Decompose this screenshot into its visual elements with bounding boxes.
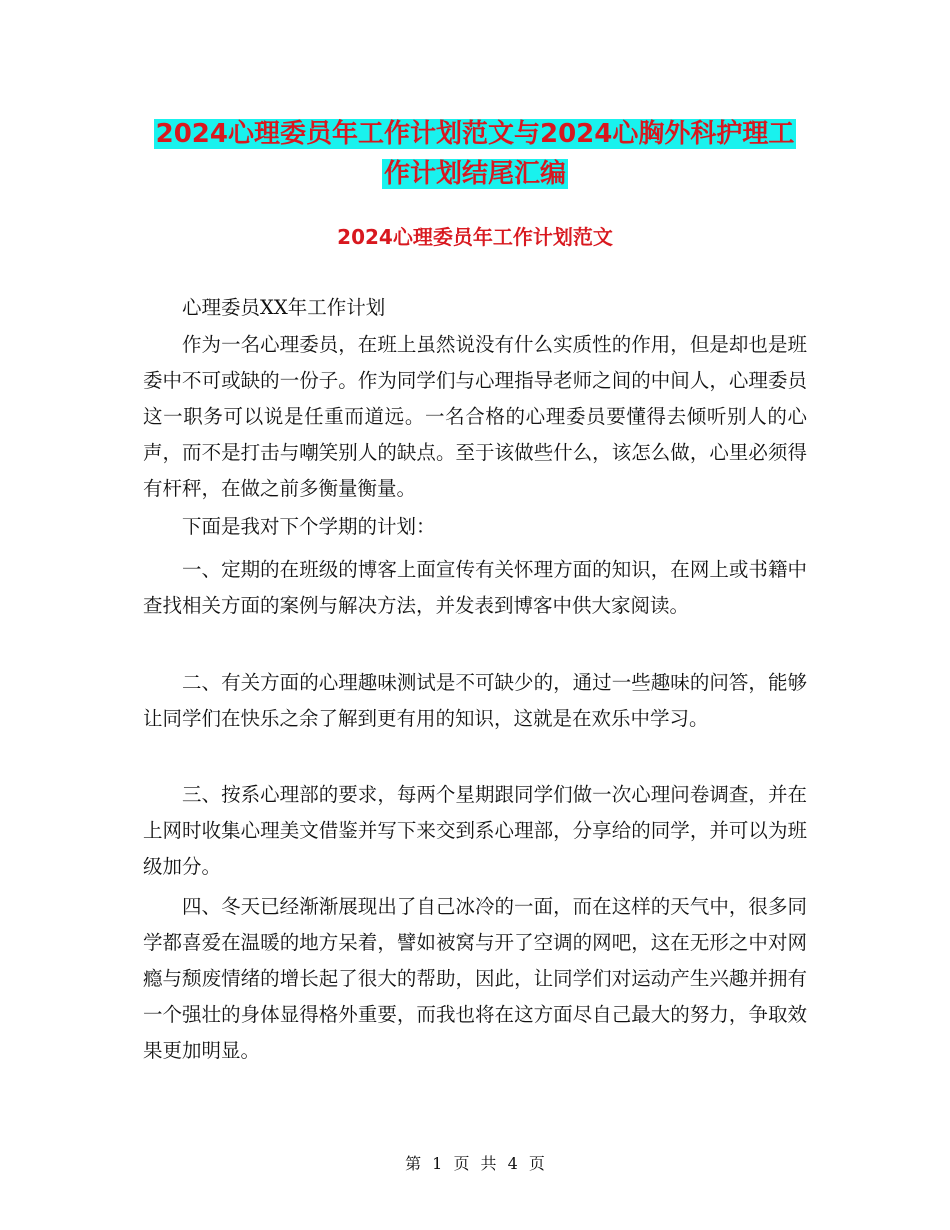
page-number-footer: 第 1 页 共 4 页 — [405, 1154, 545, 1173]
title-line-2-text: 作计划结尾汇编 — [383, 159, 566, 189]
title-line-1-text: 2024心理委员年工作计划范文与2024心胸外科护理工 — [155, 119, 795, 149]
sub-heading: 心理委员XX年工作计划 — [182, 296, 386, 319]
document-title-line-1 — [0, 112, 950, 156]
paragraph-intro: 作为一名心理委员，在班上虽然说没有什么实质性的作用，但是却也是班委中不可或缺的一份子。作为同学们与心理指导老师之间的中间人，心理委员这一职务可以说是任重而道远。一名合格的心理委员要懂得去倾听别人的心声，而不是打击与嘲笑别人的缺点。至于该做些什么，该怎么做，心里必须得有杆秤，在做之前多衡量衡量。 — [143, 333, 807, 500]
paragraph-item-1: 一、定期的在班级的博客上面宣传有关怀理方面的知识，在网上或书籍中查找相关方面的案例与解决方法，并发表到博客中供大家阅读。 — [143, 558, 807, 617]
paragraph-item-4: 四、冬天已经渐渐展现出了自己冰冷的一面，而在这样的天气中，很多同学都喜爱在温暖的地方呆着，譬如被窝与开了空调的网吧，这在无形之中对网瘾与颓废情绪的增长起了很大的帮助，因此，让同学们对运动产生兴趣并拥有一个强壮的身体显得格外重要，而我也将在这方面尽自己最大的努力，争取效果更加明显。 — [143, 895, 807, 1062]
paragraph-item-2: 二、有关方面的心理趣味测试是不可缺少的，通过一些趣味的问答，能够让同学们在快乐之余了解到更有用的知识，这就是在欢乐中学习。 — [143, 671, 807, 730]
document-title-line-2 — [0, 152, 950, 196]
paragraph-item-3: 三、按系心理部的要求，每两个星期跟同学们做一次心理问卷调查，并在上网时收集心理美文借鉴并写下来交到系心理部，分享给的同学，并可以为班级加分。 — [143, 783, 807, 878]
section-heading: 2024心理委员年工作计划范文 — [337, 225, 613, 249]
paragraph-plan-lead: 下面是我对下个学期的计划： — [182, 515, 436, 538]
